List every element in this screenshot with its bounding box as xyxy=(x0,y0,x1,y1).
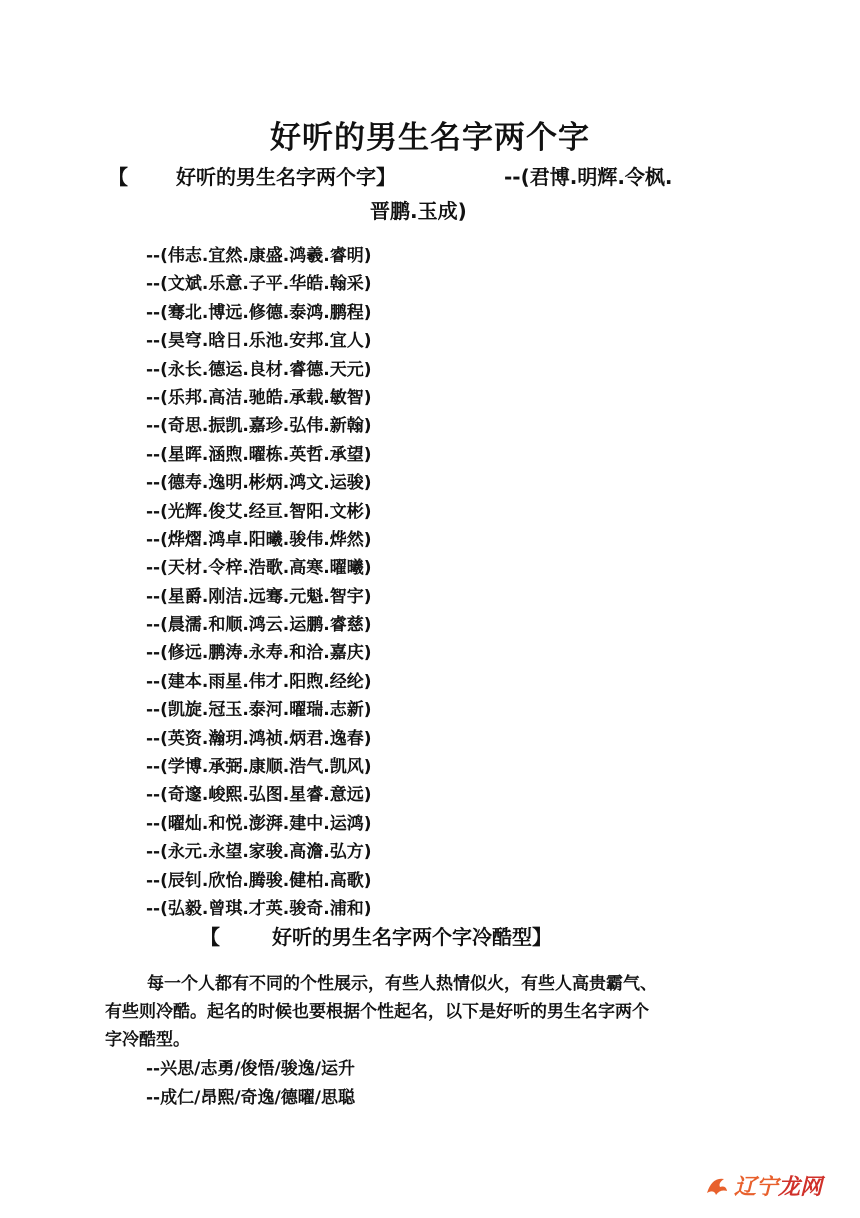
cool-name-list-item: --成仁/昂熙/奇逸/德曜/思聪 xyxy=(146,1087,355,1108)
name-list-item: --(修远.鹏涛.永寿.和洽.嘉庆) xyxy=(146,643,372,664)
name-list-item: --(奇邃.峻熙.弘图.星睿.意远) xyxy=(146,785,372,806)
name-list-item: --(光辉.俊艾.经亘.智阳.文彬) xyxy=(146,501,372,522)
name-list-item: --(凯旋.冠玉.泰河.曜瑞.志新) xyxy=(146,700,372,721)
name-list-item: --(伟志.宜然.康盛.鸿羲.睿明) xyxy=(146,246,372,266)
name-list-item: --(星晖.涵煦.曜栋.英哲.承望) xyxy=(146,444,372,465)
intro-paragraph xyxy=(105,970,665,1054)
name-list-item: --(英资.瀚玥.鸿祯.炳君.逸春) xyxy=(146,728,372,749)
name-list-item: --(奇思.振凯.嘉珍.弘伟.新翰) xyxy=(146,416,372,437)
name-list-item: --(烨熠.鸿卓.阳曦.骏伟.烨然) xyxy=(146,529,372,550)
name-list-item: --(星爵.刚洁.远骞.元魁.智宇) xyxy=(146,586,372,607)
dragon-logo-icon xyxy=(704,1173,730,1199)
name-list-item: --(辰钊.欣怡.腾骏.健柏.高歌) xyxy=(146,870,372,891)
section2-text: 好听的男生名字两个字冷酷型】 xyxy=(272,925,552,949)
subtitle-lead-part2: 晋鹏.玉成) xyxy=(370,199,467,223)
intro-paragraph-text: 每一个人都有不同的个性展示，有些人热情似火，有些人高贵霸气、有些则冷酷。起名的时候也要根据个性起名，以下是好听的男生名字两个字冷酷型。 xyxy=(105,974,657,1050)
subtitle-text: 好听的男生名字两个字】 xyxy=(176,165,396,189)
subtitle-bracket: 【 xyxy=(108,165,128,189)
cool-names-list xyxy=(146,1055,355,1112)
name-list-item: --(文斌.乐意.子平.华皓.翰采) xyxy=(146,274,372,295)
subtitle-lead-part1: --(君博.明辉.令枫. xyxy=(504,165,673,189)
names-list xyxy=(146,242,371,923)
section2-bracket: 【 xyxy=(200,925,220,949)
cool-name-list-item: --兴思/志勇/俊悟/骏逸/运升 xyxy=(146,1059,355,1079)
section2-heading xyxy=(200,922,552,952)
subtitle-heading xyxy=(108,160,728,228)
name-list-item: --(晨濡.和顺.鸿云.运鹏.睿慈) xyxy=(146,615,372,636)
name-list-item: --(永元.永望.家骏.高澹.弘方) xyxy=(146,842,372,863)
name-list-item: --(学博.承弼.康顺.浩气.凯风) xyxy=(146,757,372,778)
page-title: 好听的男生名字两个字 xyxy=(270,120,590,156)
name-list-item: --(弘毅.曾琪.才英.骏奇.浦和) xyxy=(146,898,372,919)
watermark-text-1: 辽宁 xyxy=(733,1175,778,1200)
name-list-item: --(永长.德运.良材.睿德.天元) xyxy=(146,359,372,380)
name-list-item: --(骞北.博远.修德.泰鸿.鹏程) xyxy=(146,302,372,323)
name-list-item: --(德寿.逸明.彬炳.鸿文.运骏) xyxy=(146,473,372,494)
name-list-item: --(天材.令梓.浩歌.高寒.曜曦) xyxy=(146,558,372,579)
name-list-item: --(曜灿.和悦.澎湃.建中.运鸿) xyxy=(146,813,372,834)
name-list-item: --(乐邦.高洁.驰皓.承载.敏智) xyxy=(146,387,372,408)
site-watermark xyxy=(704,1170,822,1201)
name-list-item: --(建本.雨星.伟才.阳煦.经纶) xyxy=(146,671,372,692)
watermark-text-2: 龙网 xyxy=(777,1175,822,1200)
name-list-item: --(昊穹.晗日.乐池.安邦.宜人) xyxy=(146,331,372,352)
